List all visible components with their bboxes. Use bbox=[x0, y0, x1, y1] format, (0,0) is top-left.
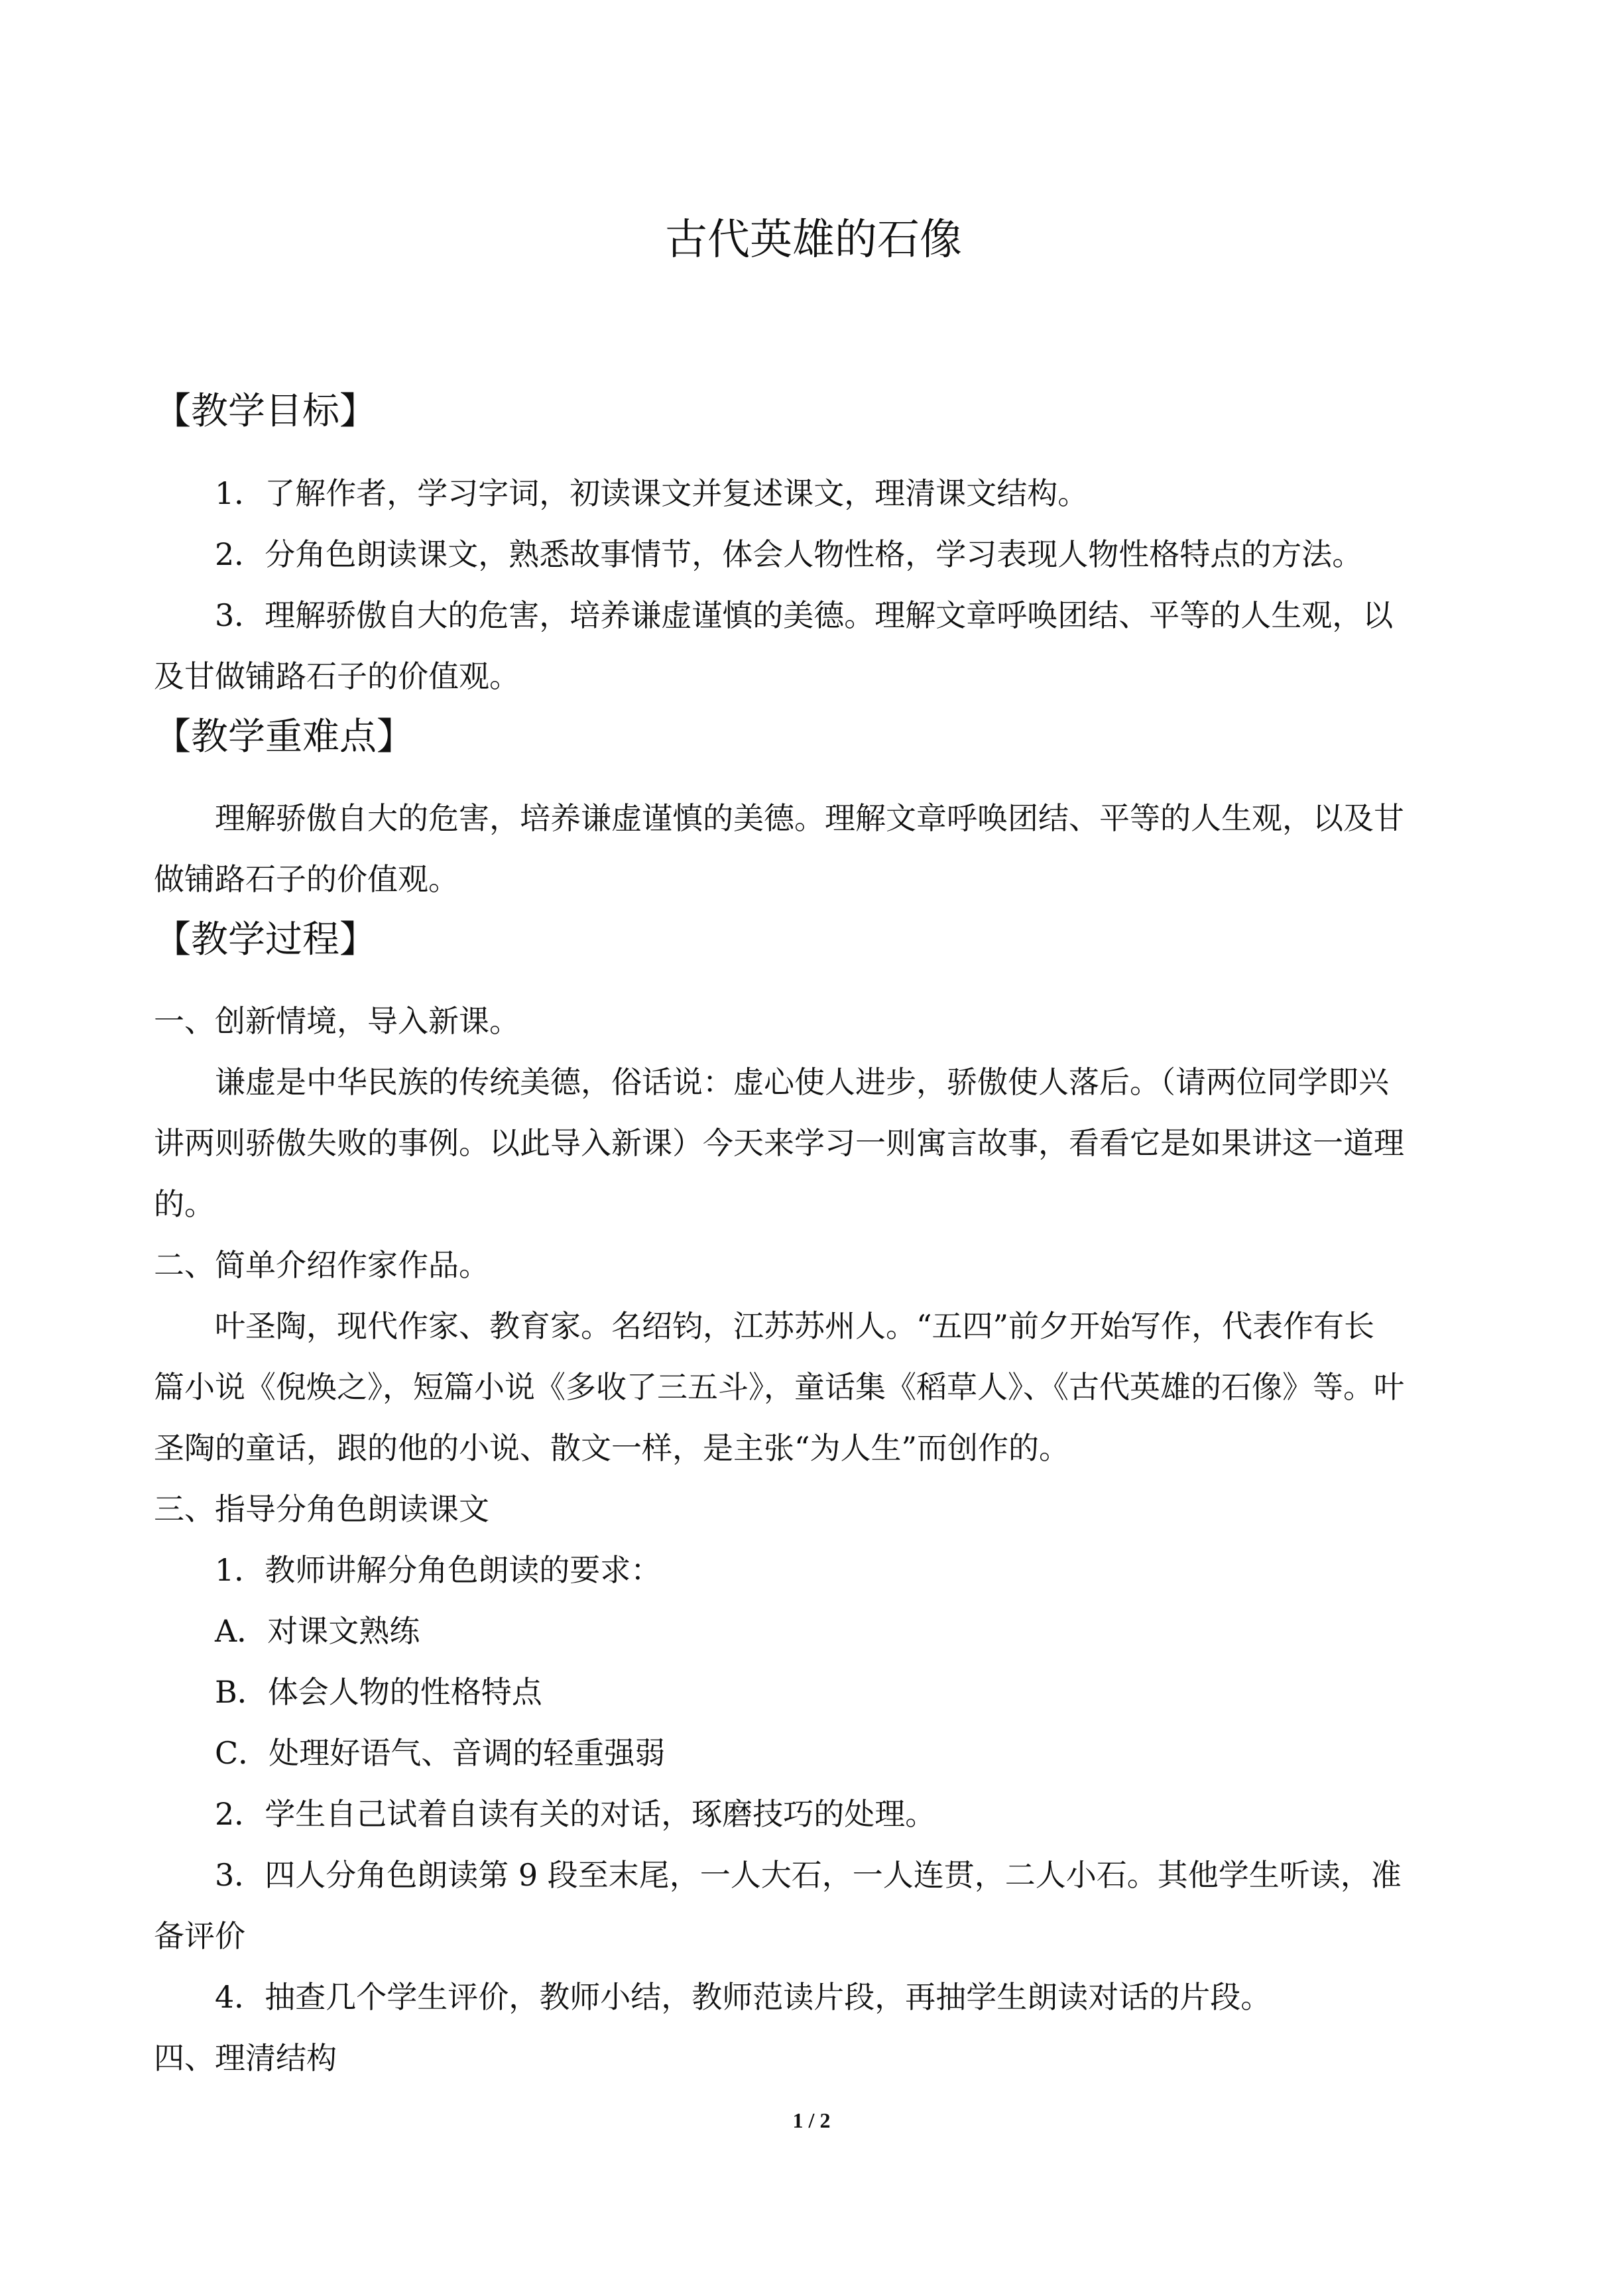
step-3-item-2: 2．学生自己试着自读有关的对话，琢磨技巧的处理。 bbox=[215, 1796, 936, 1832]
step-1-line-2: 讲两则骄傲失败的事例。以此导入新课）今天来学习一则寓言故事，看看它是如果讲这一道理 bbox=[154, 1125, 1404, 1161]
section-heading-key-points: 【教学重难点】 bbox=[154, 715, 414, 758]
step-2-paragraph bbox=[154, 1296, 1473, 1479]
step-3-item-3 bbox=[154, 1844, 1473, 1966]
objective-item-1: 1．了解作者，学习字词，初读课文并复述课文，理清课文结构。 bbox=[215, 475, 1089, 511]
step-1-title: 一、创新情境，导入新课。 bbox=[154, 1003, 520, 1039]
objective-item-2: 2．分角色朗读课文，熟悉故事情节，体会人物性格，学习表现人物性格特点的方法。 bbox=[215, 536, 1363, 572]
key-points-paragraph bbox=[154, 788, 1473, 910]
step-2-line-2: 篇小说《倪焕之》，短篇小说《多收了三五斗》，童话集《稻草人》、《古代英雄的石像》等。叶 bbox=[154, 1369, 1404, 1405]
section-heading-process: 【教学过程】 bbox=[154, 918, 377, 961]
section-heading-objectives: 【教学目标】 bbox=[154, 390, 377, 433]
step-3-item-4: 4．抽查几个学生评价，教师小结，教师范读片段，再抽学生朗读对话的片段。 bbox=[215, 1979, 1272, 2015]
step-3-title: 三、指导分角色朗读课文 bbox=[154, 1491, 489, 1527]
step-1-paragraph bbox=[154, 1052, 1473, 1235]
step-3-item-c: C．处理好语气、音调的轻重强弱 bbox=[215, 1735, 666, 1771]
step-3-item-3-line-2: 备评价 bbox=[154, 1918, 245, 1954]
objective-item-3-line-2: 及甘做铺路石子的价值观。 bbox=[154, 658, 520, 694]
step-3-item-a: A．对课文熟练 bbox=[215, 1613, 420, 1649]
document-title: 古代英雄的石像 bbox=[665, 215, 962, 265]
page-number: 1 / 2 bbox=[792, 2108, 831, 2132]
step-4-title: 四、理清结构 bbox=[154, 2040, 337, 2076]
step-2-line-1: 叶圣陶，现代作家、教育家。名绍钧，江苏苏州人。“五四”前夕开始写作，代表作有长 bbox=[215, 1308, 1375, 1344]
step-1-line-3: 的。 bbox=[154, 1186, 215, 1222]
step-2-line-3: 圣陶的童话，跟的他的小说、散文一样，是主张“为人生”而创作的。 bbox=[154, 1430, 1070, 1466]
step-3-item-b: B．体会人物的性格特点 bbox=[215, 1674, 542, 1710]
key-points-line-1: 理解骄傲自大的危害，培养谦虚谨慎的美德。理解文章呼唤团结、平等的人生观，以及甘 bbox=[215, 800, 1404, 836]
step-3-item-1: 1．教师讲解分角色朗读的要求： bbox=[215, 1552, 662, 1588]
step-2-title: 二、简单介绍作家作品。 bbox=[154, 1247, 489, 1283]
step-1-line-1: 谦虚是中华民族的传统美德，俗话说：虚心使人进步，骄傲使人落后。（请两位同学即兴 bbox=[215, 1064, 1389, 1100]
step-3-item-3-line-1: 3．四人分角色朗读第 9 段至末尾，一人大石，一人连贯，二人小石。其他学生听读，准 bbox=[215, 1857, 1402, 1893]
key-points-line-2: 做铺路石子的价值观。 bbox=[154, 861, 459, 897]
objective-item-3-line-1: 3．理解骄傲自大的危害，培养谦虚谨慎的美德。理解文章呼唤团结、平等的人生观，以 bbox=[215, 597, 1394, 633]
objective-item-3 bbox=[154, 585, 1473, 707]
